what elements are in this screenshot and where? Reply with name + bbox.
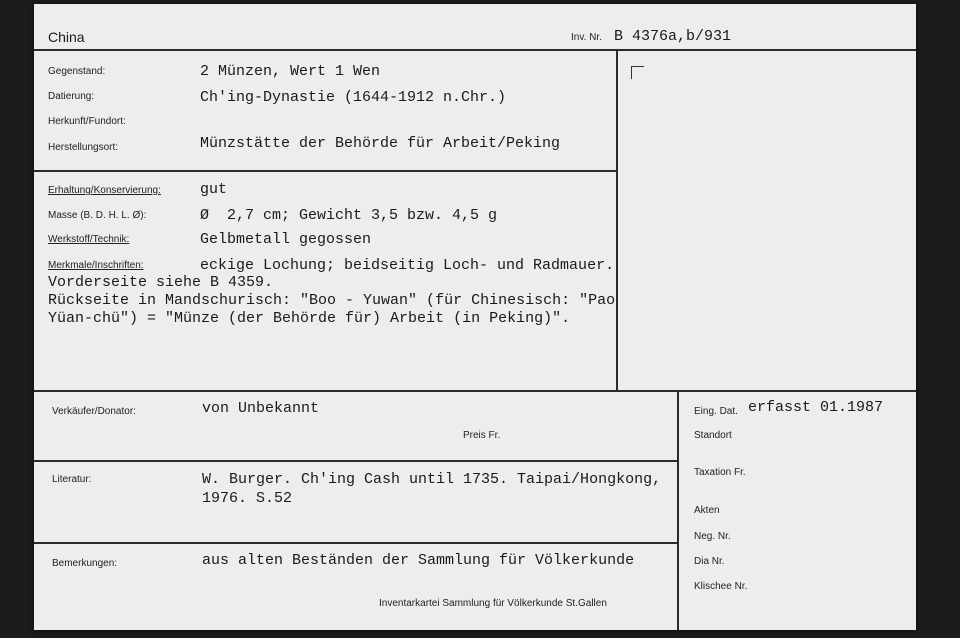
- klischee-nr-label: Klischee Nr.: [694, 581, 748, 592]
- literatur-line-2: 1976. S.52: [202, 490, 293, 507]
- bemerkungen-value: aus alten Beständen der Sammlung für Völkerkunde: [202, 552, 635, 569]
- akten-label: Akten: [694, 505, 720, 516]
- erhaltung-value: gut: [200, 181, 228, 198]
- section3-rule: [34, 460, 677, 462]
- photo-corner-mark: [631, 66, 644, 79]
- literatur-line-1: W. Burger. Ch'ing Cash until 1735. Taipai/Hongkong,: [202, 471, 662, 488]
- section1-rule: [34, 170, 616, 172]
- standort-label: Standort: [694, 430, 732, 441]
- herstellungsort-label: Herstellungsort:: [48, 142, 119, 153]
- dia-nr-label: Dia Nr.: [694, 556, 725, 567]
- section2-rule: [34, 390, 916, 392]
- merkmale-line-2: Vorderseite siehe B 4359.: [48, 274, 274, 291]
- bemerkungen-label: Bemerkungen:: [52, 558, 118, 569]
- erhaltung-label: Erhaltung/Konservierung:: [48, 185, 161, 196]
- werkstoff-label: Werkstoff/Technik:: [48, 234, 130, 245]
- merkmale-line-1: eckige Lochung; beidseitig Loch- und Radmauer.: [200, 257, 615, 274]
- right-column-rule: [677, 390, 679, 630]
- datierung-label: Datierung:: [48, 91, 95, 102]
- merkmale-label: Merkmale/Inschriften:: [48, 260, 144, 271]
- verkaeufer-value: von Unbekannt: [202, 400, 320, 417]
- herstellungsort-value: Münzstätte der Behörde für Arbeit/Peking: [200, 135, 561, 152]
- datierung-value: Ch'ing-Dynastie (1644-1912 n.Chr.): [200, 89, 507, 106]
- catalog-card: [34, 4, 916, 630]
- neg-nr-label: Neg. Nr.: [694, 531, 731, 542]
- region-label: China: [48, 29, 85, 45]
- eing-dat-label: Eing. Dat.: [694, 406, 738, 417]
- literatur-rule: [34, 542, 677, 544]
- werkstoff-value: Gelbmetall gegossen: [200, 231, 372, 248]
- photo-box-left-rule: [616, 49, 618, 391]
- footer-text: Inventarkartei Sammlung für Völkerkunde St.Gallen: [379, 598, 607, 609]
- inventory-number-value: B 4376a,b/931: [614, 28, 732, 45]
- preis-label: Preis Fr.: [463, 430, 501, 441]
- herkunft-label: Herkunft/Fundort:: [48, 116, 126, 127]
- gegenstand-value: 2 Münzen, Wert 1 Wen: [200, 63, 381, 80]
- merkmale-line-4: Yüan-chü") = "Münze (der Behörde für) Arbeit (in Peking)".: [48, 310, 571, 327]
- header-rule: [34, 49, 916, 51]
- inventory-number-label: Inv. Nr.: [571, 32, 602, 43]
- verkaeufer-label: Verkäufer/Donator:: [52, 406, 136, 417]
- eing-dat-value: erfasst 01.1987: [748, 399, 884, 416]
- gegenstand-label: Gegenstand:: [48, 66, 106, 77]
- taxation-label: Taxation Fr.: [694, 467, 746, 478]
- literatur-label: Literatur:: [52, 474, 92, 485]
- masse-label: Masse (B. D. H. L. Ø):: [48, 210, 147, 221]
- masse-value: Ø 2,7 cm; Gewicht 3,5 bzw. 4,5 g: [200, 207, 498, 224]
- merkmale-line-3: Rückseite in Mandschurisch: "Boo - Yuwan" (für Chinesisch: "Pao: [48, 292, 616, 309]
